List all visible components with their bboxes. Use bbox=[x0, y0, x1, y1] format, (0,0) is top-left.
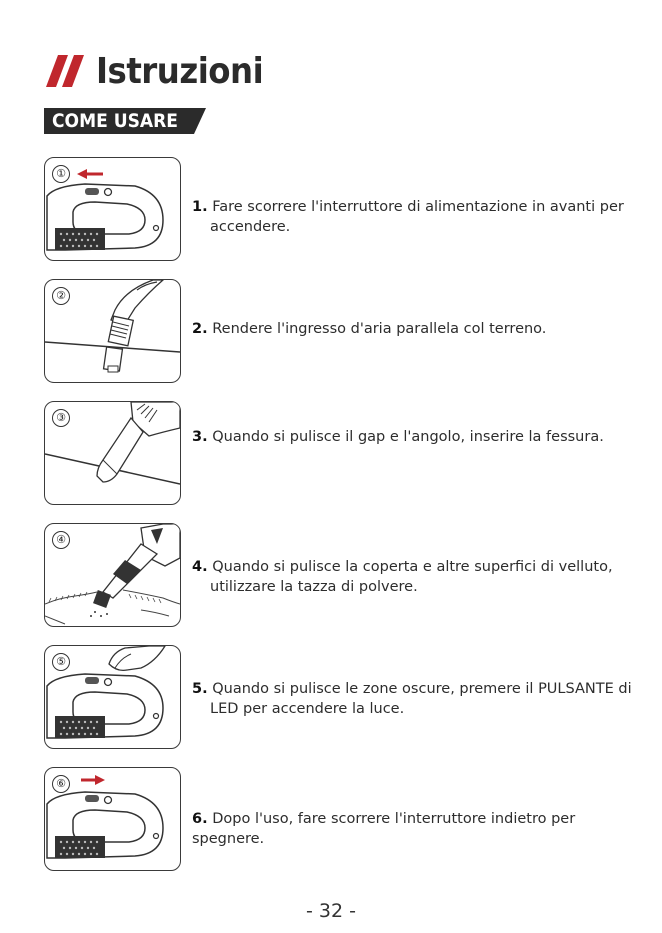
step-text-line1: Quando si pulisce il gap e l'angolo, inserire la fessura. bbox=[212, 429, 604, 445]
step-text-line1: Fare scorrere l'interruttore di alimentazione in avanti per bbox=[212, 199, 624, 215]
step-text-line1: Quando si pulisce la coperta e altre superfici di velluto, bbox=[212, 559, 613, 575]
step-number: 1. bbox=[192, 199, 208, 215]
step-description bbox=[192, 557, 642, 597]
step-number: 3. bbox=[192, 429, 208, 445]
step-illustration bbox=[44, 279, 181, 383]
step-illustration bbox=[44, 523, 181, 627]
step-number: 2. bbox=[192, 321, 208, 337]
step-text-line1: Rendere l'ingresso d'aria parallela col terreno. bbox=[212, 321, 547, 337]
page-number: - 32 - bbox=[306, 900, 356, 922]
step-description bbox=[192, 679, 642, 719]
section-label: COME USARE bbox=[52, 110, 178, 132]
step-number-badge: ② bbox=[52, 287, 70, 305]
step-number-badge: ③ bbox=[52, 409, 70, 427]
step-6 bbox=[44, 767, 644, 871]
step-number-badge: ④ bbox=[52, 531, 70, 549]
step-number: 4. bbox=[192, 559, 208, 575]
step-number: 5. bbox=[192, 681, 208, 697]
step-3 bbox=[44, 401, 644, 505]
title-text: Istruzioni bbox=[96, 50, 264, 92]
step-number-badge: ① bbox=[52, 165, 70, 183]
step-description bbox=[192, 319, 642, 339]
step-text-line2: utilizzare la tazza di polvere. bbox=[210, 579, 418, 595]
step-text-line2: LED per accendere la luce. bbox=[210, 701, 405, 717]
step-illustration bbox=[44, 767, 181, 871]
step-5 bbox=[44, 645, 644, 749]
section-header bbox=[44, 108, 206, 134]
double-slash-icon bbox=[44, 51, 88, 91]
step-text-line2: accendere. bbox=[210, 219, 291, 235]
step-description bbox=[192, 427, 642, 447]
step-2 bbox=[44, 279, 644, 383]
step-number-badge: ⑤ bbox=[52, 653, 70, 671]
step-text-line1: Quando si pulisce le zone oscure, premere il PULSANTE di bbox=[212, 681, 632, 697]
step-illustration bbox=[44, 401, 181, 505]
step-illustration bbox=[44, 645, 181, 749]
step-description bbox=[192, 197, 642, 237]
step-number: 6. bbox=[192, 811, 208, 827]
step-illustration bbox=[44, 157, 181, 261]
step-number-badge: ⑥ bbox=[52, 775, 70, 793]
step-1 bbox=[44, 157, 644, 261]
step-text-line1: Dopo l'uso, fare scorrere l'interruttore indietro per spegnere. bbox=[192, 811, 576, 847]
step-description bbox=[192, 809, 642, 849]
page-title bbox=[44, 48, 263, 94]
step-4 bbox=[44, 523, 644, 627]
